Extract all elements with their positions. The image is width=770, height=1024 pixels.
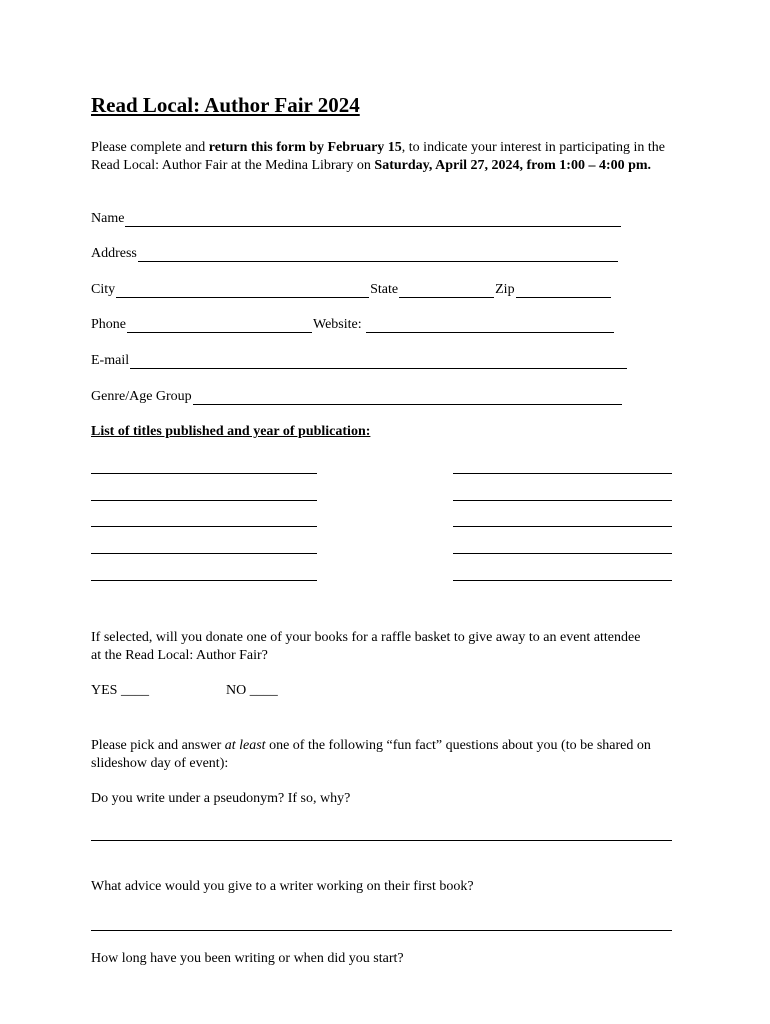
- address-row: [91, 246, 619, 262]
- title-line-right[interactable]: [453, 580, 672, 581]
- genre-field[interactable]: [193, 391, 622, 405]
- title-line-left[interactable]: [91, 580, 317, 581]
- city-state-zip-row: [91, 282, 612, 298]
- zip-label: Zip: [495, 282, 515, 297]
- form-title: Read Local: Author Fair 2024: [91, 93, 360, 117]
- no-option[interactable]: NO ____: [226, 683, 278, 698]
- address-field[interactable]: [138, 248, 618, 262]
- name-label: Name: [91, 211, 125, 226]
- raffle-question: If selected, will you donate one of your books for a raffle basket to give away to an event attendee at the Read Local: Author Fair?: [91, 630, 641, 663]
- question-pseudonym: Do you write under a pseudonym? If so, why?: [91, 791, 351, 806]
- name-field[interactable]: [125, 213, 621, 227]
- address-label: Address: [91, 246, 137, 261]
- yes-option[interactable]: YES ____: [91, 683, 149, 698]
- intro-paragraph: [91, 139, 691, 175]
- title-line-right[interactable]: [453, 526, 672, 527]
- title-line-left[interactable]: [91, 500, 317, 501]
- title-line-right[interactable]: [453, 473, 672, 474]
- email-row: [91, 353, 628, 369]
- phone-label: Phone: [91, 317, 126, 332]
- zip-field[interactable]: [516, 284, 611, 298]
- website-label: Website:: [313, 317, 366, 332]
- title-line-left[interactable]: [91, 553, 317, 554]
- question-advice: What advice would you give to a writer working on their first book?: [91, 879, 474, 894]
- name-row: [91, 211, 622, 227]
- fun-fact-instructions: [91, 737, 691, 773]
- city-label: City: [91, 282, 116, 297]
- title-line-right[interactable]: [453, 500, 672, 501]
- intro-text-2: , to indicate your interest in participating in the Read Local: Author Fair at the Medina Library on: [91, 140, 666, 173]
- city-field[interactable]: [116, 284, 369, 298]
- title-line-left[interactable]: [91, 526, 317, 527]
- answer-line-pseudonym[interactable]: [91, 840, 672, 841]
- email-field[interactable]: [130, 355, 627, 369]
- titles-heading: List of titles published and year of publication:: [91, 424, 371, 439]
- intro-event-date: Saturday, April 27, 2024, from 1:00 – 4:00 pm.: [374, 158, 652, 173]
- fun-fact-emphasis: at least: [224, 738, 266, 753]
- state-field[interactable]: [399, 284, 494, 298]
- title-line-right[interactable]: [453, 553, 672, 554]
- fun-fact-text-2: one of the following “fun fact” questions about you (to be shared on slideshow day of event):: [91, 738, 651, 771]
- email-label: E-mail: [91, 353, 130, 368]
- phone-website-row: [91, 317, 615, 333]
- fun-fact-text-1: Please pick and answer: [91, 738, 225, 753]
- title-line-left[interactable]: [91, 473, 317, 474]
- answer-line-advice[interactable]: [91, 930, 672, 931]
- question-writing-start: How long have you been writing or when did you start?: [91, 951, 404, 966]
- intro-text-1: Please complete and: [91, 140, 209, 155]
- genre-label: Genre/Age Group: [91, 389, 192, 404]
- genre-row: [91, 389, 623, 405]
- state-label: State: [370, 282, 399, 297]
- website-field[interactable]: [366, 319, 614, 333]
- phone-field[interactable]: [127, 319, 312, 333]
- intro-deadline: return this form by February 15: [208, 140, 402, 155]
